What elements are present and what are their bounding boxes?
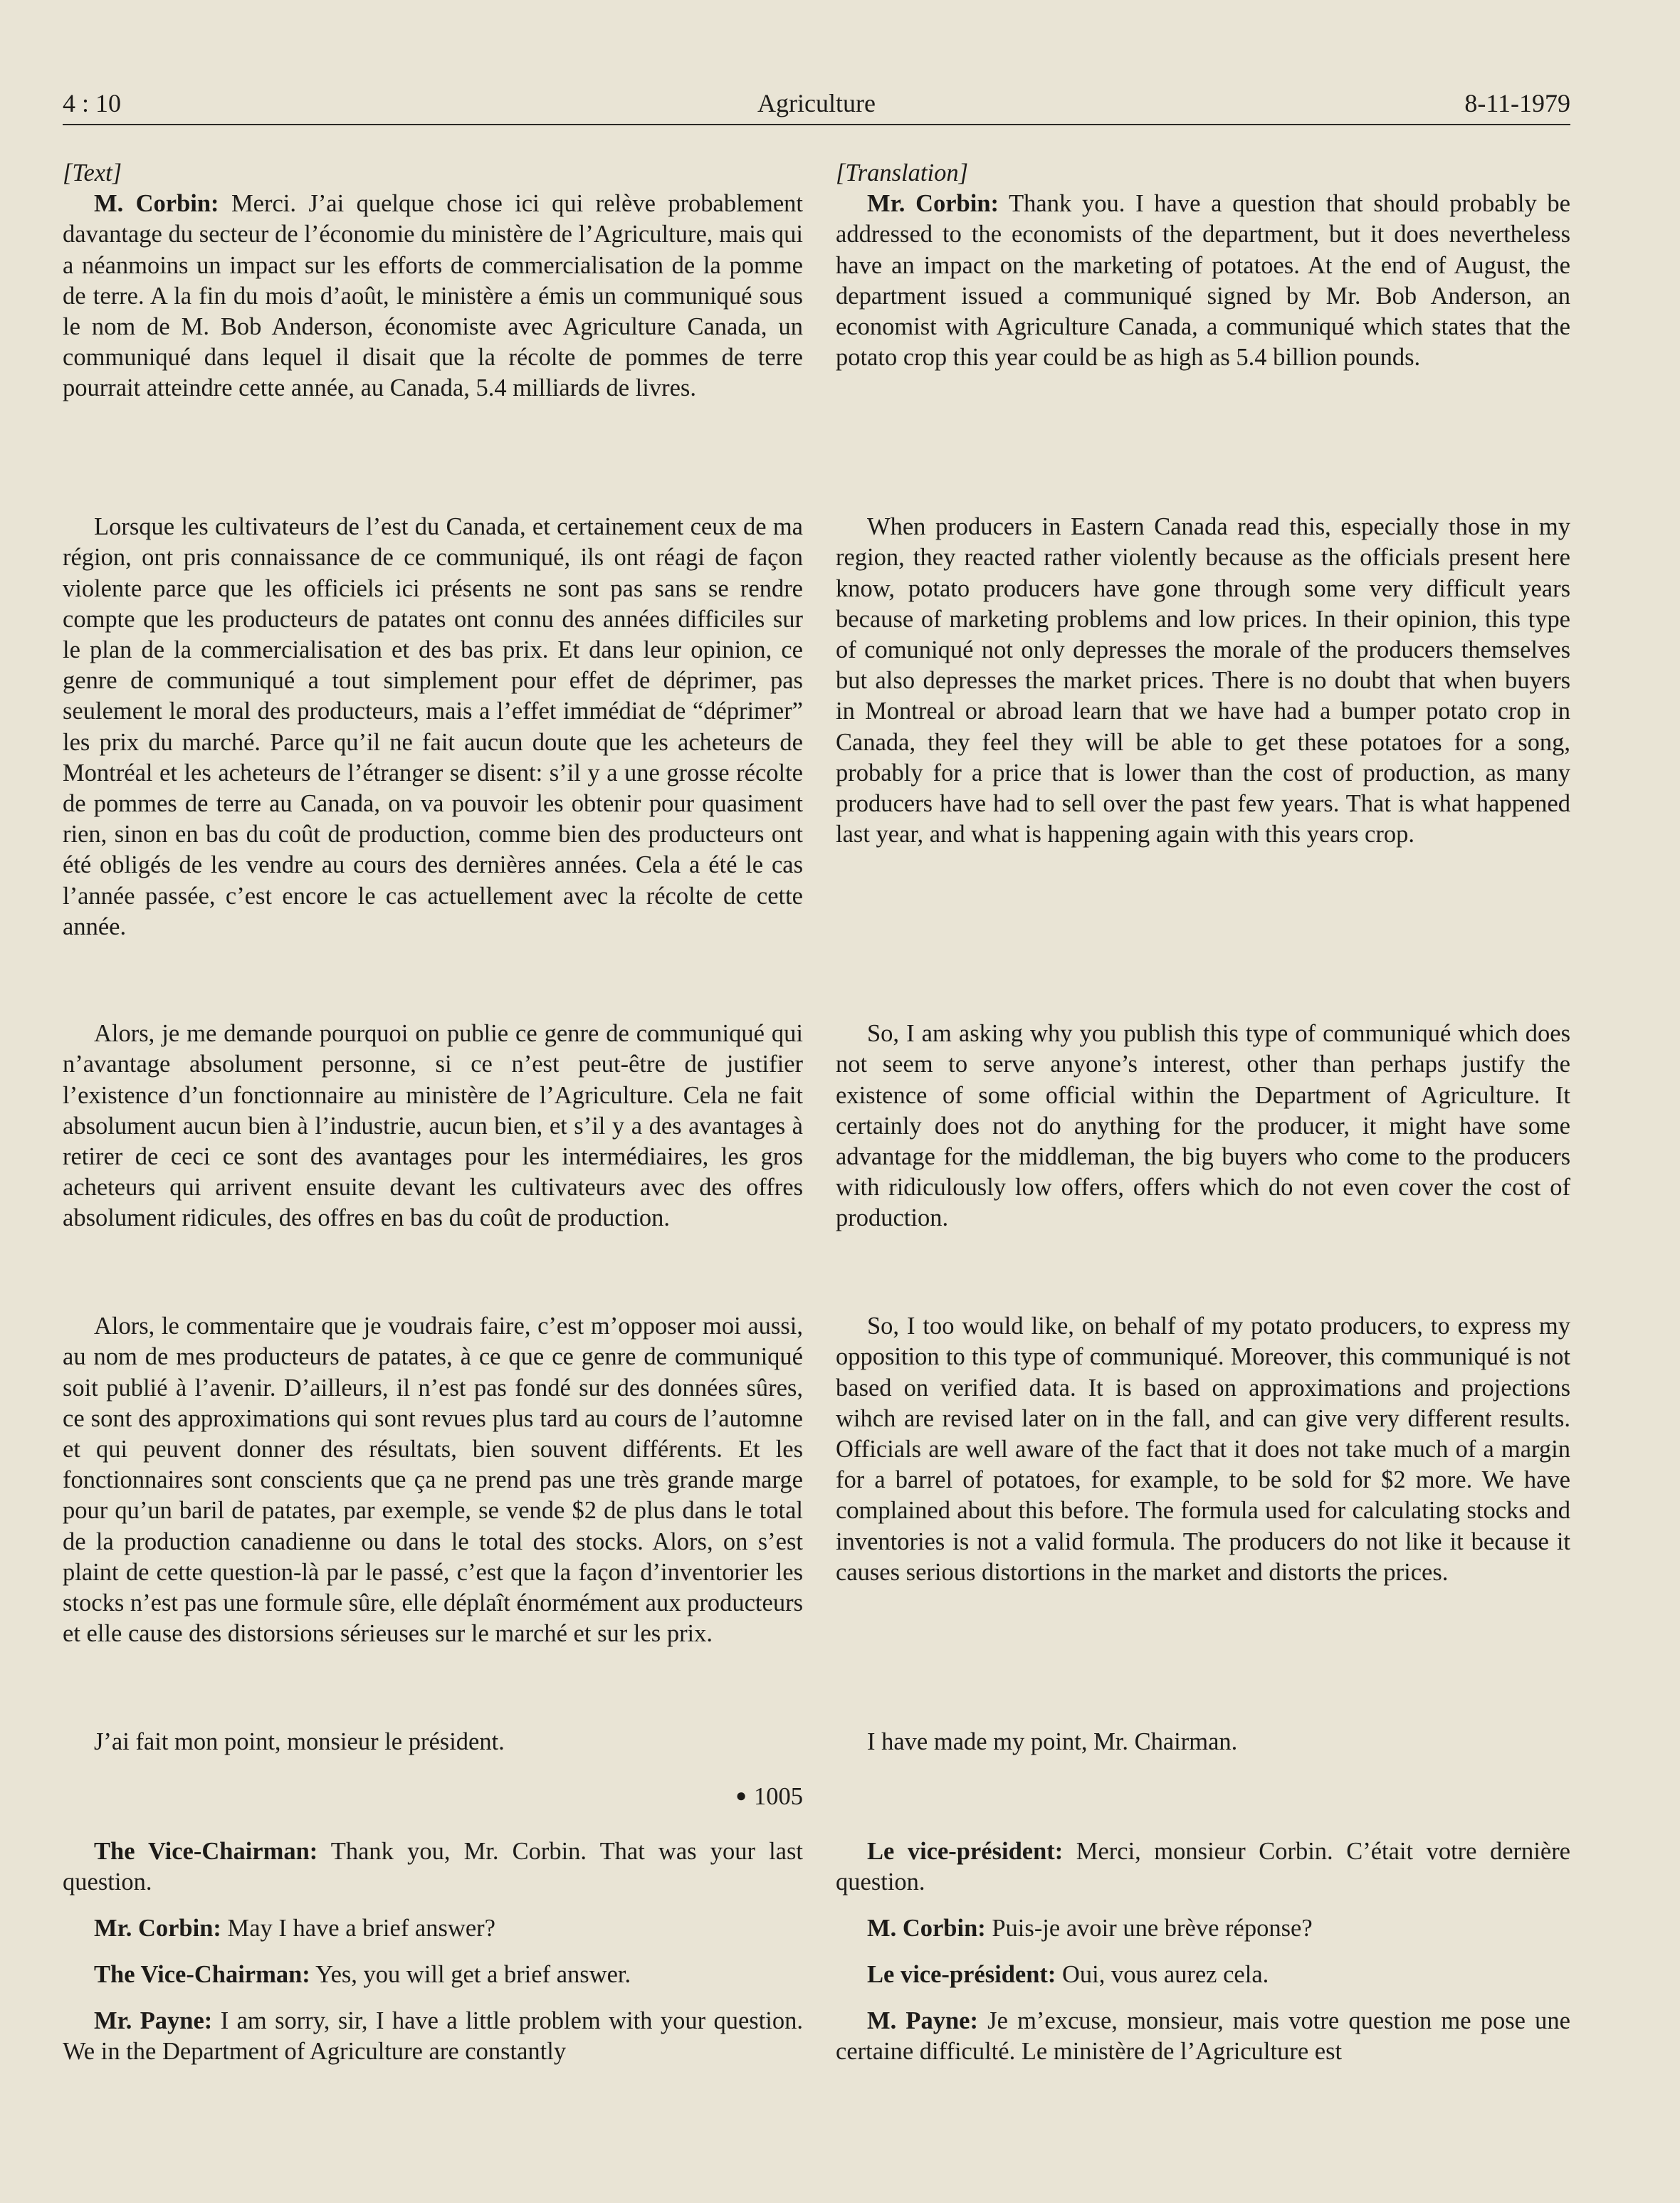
time-mark-label: 1005 [754,1783,803,1811]
paragraph-6 [836,1836,1570,1898]
paragraph-4: So, I too would like, on behalf of my potato producers, to express my opposition to this type of communiqué. Moreover, this communiqué is not based on verified data. It is based on approximations and projections wihch are revised later on in the fall, and can give very different results. Officials are well aware of the fact that it does not take much of a margin for a barrel of potatoes, for example, to be sold for $2 more. We have complained about this before. The formula used for calculating stocks and inventories is not a valid formula. The producers do not like it because it causes serious distortions in the market and distorts the prices. [836,1313,1570,1586]
paragraph-text: Puis-je avoir une brève réponse? [985,1915,1313,1942]
speaker-label: M. Payne: [867,2007,978,2035]
time-mark [63,1782,803,1812]
paragraph-text: Yes, you will get a brief answer. [310,1961,631,1989]
paragraph-3: Alors, je me demande pourquoi on publie ce genre de communiqué qui n’avantage absolument personne, si ce n’est peut-être de justifier l’existence d’un fonctionnaire au ministère de l’Agriculture. Cela ne fait absolument aucun bien à l’industrie, aucun bien, et s’il y a des avantages à retirer de ceci ce sont des avantages pour les intermédiaires, les gros acheteurs qui arrivent ensuite devant les cultivateurs avec des offres absolument ridicules, des offres en bas du coût de production. [63,1020,803,1232]
speaker-label: Le vice-président: [867,1838,1064,1866]
paragraph-5: I have made my point, Mr. Chairman. [867,1728,1238,1756]
paragraph-text: Thank you. I have a question that should probably be addressed to the economists of the department, but it does nevertheless have an impact on the marketing of potatoes. At the end of August, the department issued a communiqué signed by Mr. Bob Anderson, an economist with Agriculture Canada, a communiqué which states that the potato crop this year could be as high as 5.4 billion pounds. [836,190,1570,372]
speaker-label: The Vice-Chairman: [94,1961,310,1989]
right-column [836,158,1570,2068]
paragraph-text: Merci, monsieur Corbin. C’était votre dernière question. [836,1838,1570,1896]
bullet-icon: ● [735,1785,747,1807]
paragraph-8 [836,1960,1570,1990]
paragraph-text: Thank you, Mr. Corbin. That was your last question. [63,1838,803,1896]
paragraph-4: Alors, le commentaire que je voudrais faire, c’est m’opposer moi aussi, au nom de mes producteurs de patates, à ce que ce genre de communiqué soit publié à l’avenir. D’ailleurs, il n’est pas fondé sur des données sûres, ce sont des approximations qui sont revues plus tard au cours de l’automne et qui peuvent donner des résultats, bien souvent différents. Et les fonctionnaires sont conscients que ça ne prend pas une très grande marge pour qu’un baril de patates, par exemple, se vende $2 de plus dans le total de la production canadienne ou dans le total des stocks. Alors, on s’est plaint de cette question-là par le passé, c’est que la façon d’inventorier les stocks n’est pas une formule sûre, elle déplaît énormément aux producteurs et elle cause des distorsions sérieuses sur le marché et sur les prix. [63,1313,803,1648]
paragraph-7 [836,1913,1570,1944]
paragraph-5: J’ai fait mon point, monsieur le président. [94,1728,505,1756]
paragraph-2: When producers in Eastern Canada read this, especially those in my region, they reacted rather violently because as the officials present here know, potato producers have gone through some very difficult years because of marketing problems and low prices. In their opinion, this type of comuniqué not only depresses the morale of the producers themselves but also depresses the market prices. There is no doubt that when buyers in Montreal or abroad learn that we have had a bumper potato crop in Canada, they feel they will be able to get these potatoes for a song, probably for a price that is lower than the cost of production, as many producers have had to sell over the past few years. That is what happened last year, and what is happening again with this years crop. [836,513,1570,848]
text-tag: [Text] [63,159,122,186]
left-column [63,158,803,2068]
paragraph-text: Oui, vous aurez cela. [1056,1961,1269,1989]
paragraph-6 [63,1836,803,1898]
page-header [63,84,1570,125]
speaker-label: Mr. Corbin: [867,190,999,218]
page-number: 4 : 10 [63,89,122,117]
paragraph-text: Merci. J’ai quelque chose ici qui relève probablement davantage du secteur de l’économie du ministère de l’Agriculture, mais qui a néanmoins un impact sur les efforts de commercialisation de la pomme de terre. A la fin du mois d’août, le ministère a émis un communiqué sous le nom de M. Bob Anderson, économiste avec Agriculture Canada, un communiqué dans lequel il disait que la récolte de pommes de terre pourrait atteindre cette année, au Canada, 5.4 milliards de livres. [63,190,803,402]
paragraph-8 [63,1960,803,1990]
translation-tag: [Translation] [836,159,968,186]
speaker-label: M. Corbin: [867,1915,986,1942]
paragraph-9 [63,2006,803,2067]
paragraph-1 [63,189,803,496]
speaker-label: The Vice-Chairman: [94,1838,318,1866]
paragraph-7 [63,1913,803,1944]
speaker-label: Le vice-président: [867,1961,1056,1989]
speaker-label: M. Corbin: [94,190,219,218]
paragraph-9 [836,2006,1570,2067]
paragraph-text: May I have a brief answer? [221,1915,495,1942]
speaker-label: Mr. Corbin: [94,1915,221,1942]
paragraph-text: I am sorry, sir, I have a little problem with your question. We in the Department of Agriculture are constantly [63,2007,803,2066]
paragraph-text: Je m’excuse, monsieur, mais votre question me pose une certaine difficulté. Le ministère de l’Agriculture est [836,2007,1570,2066]
section-title: Agriculture [757,89,876,117]
paragraph-2: Lorsque les cultivateurs de l’est du Canada, et certainement ceux de ma région, ont pris connaissance de ce communiqué, ils ont réagi de façon violente parce que les officiels ici présents ne sont pas sans se rendre compte que les producteurs de patates ont connu des années difficiles sur le plan de la commercialisation et des bas prix. Et dans leur opinion, ce genre de communiqué a tout simplement pour effet de déprimer, pas seulement le moral des producteurs, mais a l’effet immédiat de “déprimer” les prix du marché. Parce qu’il ne fait aucun doute que les acheteurs de Montréal et les acheteurs de l’étranger se disent: s’il y a une grosse récolte de pommes de terre au Canada, on va pouvoir les obtenir pour quasiment rien, sinon en bas du coût de production, comme bien des producteurs ont été obligés de les vendre au cours des dernières années. Cela a été le cas l’année passée, c’est encore le cas actuellement avec la récolte de cette année. [63,513,803,940]
paragraph-3: So, I am asking why you publish this type of communiqué which does not seem to serve anyone’s interest, other than perhaps justify the existence of some official within the Department of Agriculture. It certainly does not do anything for the producer, it might have some advantage for the middleman, the big buyers who come to the producers with ridiculously low offers, offers which do not even cover the cost of production. [836,1020,1570,1232]
speaker-label: Mr. Payne: [94,2007,213,2035]
publication-date: 8-11-1979 [1464,89,1570,117]
paragraph-1 [836,189,1570,496]
